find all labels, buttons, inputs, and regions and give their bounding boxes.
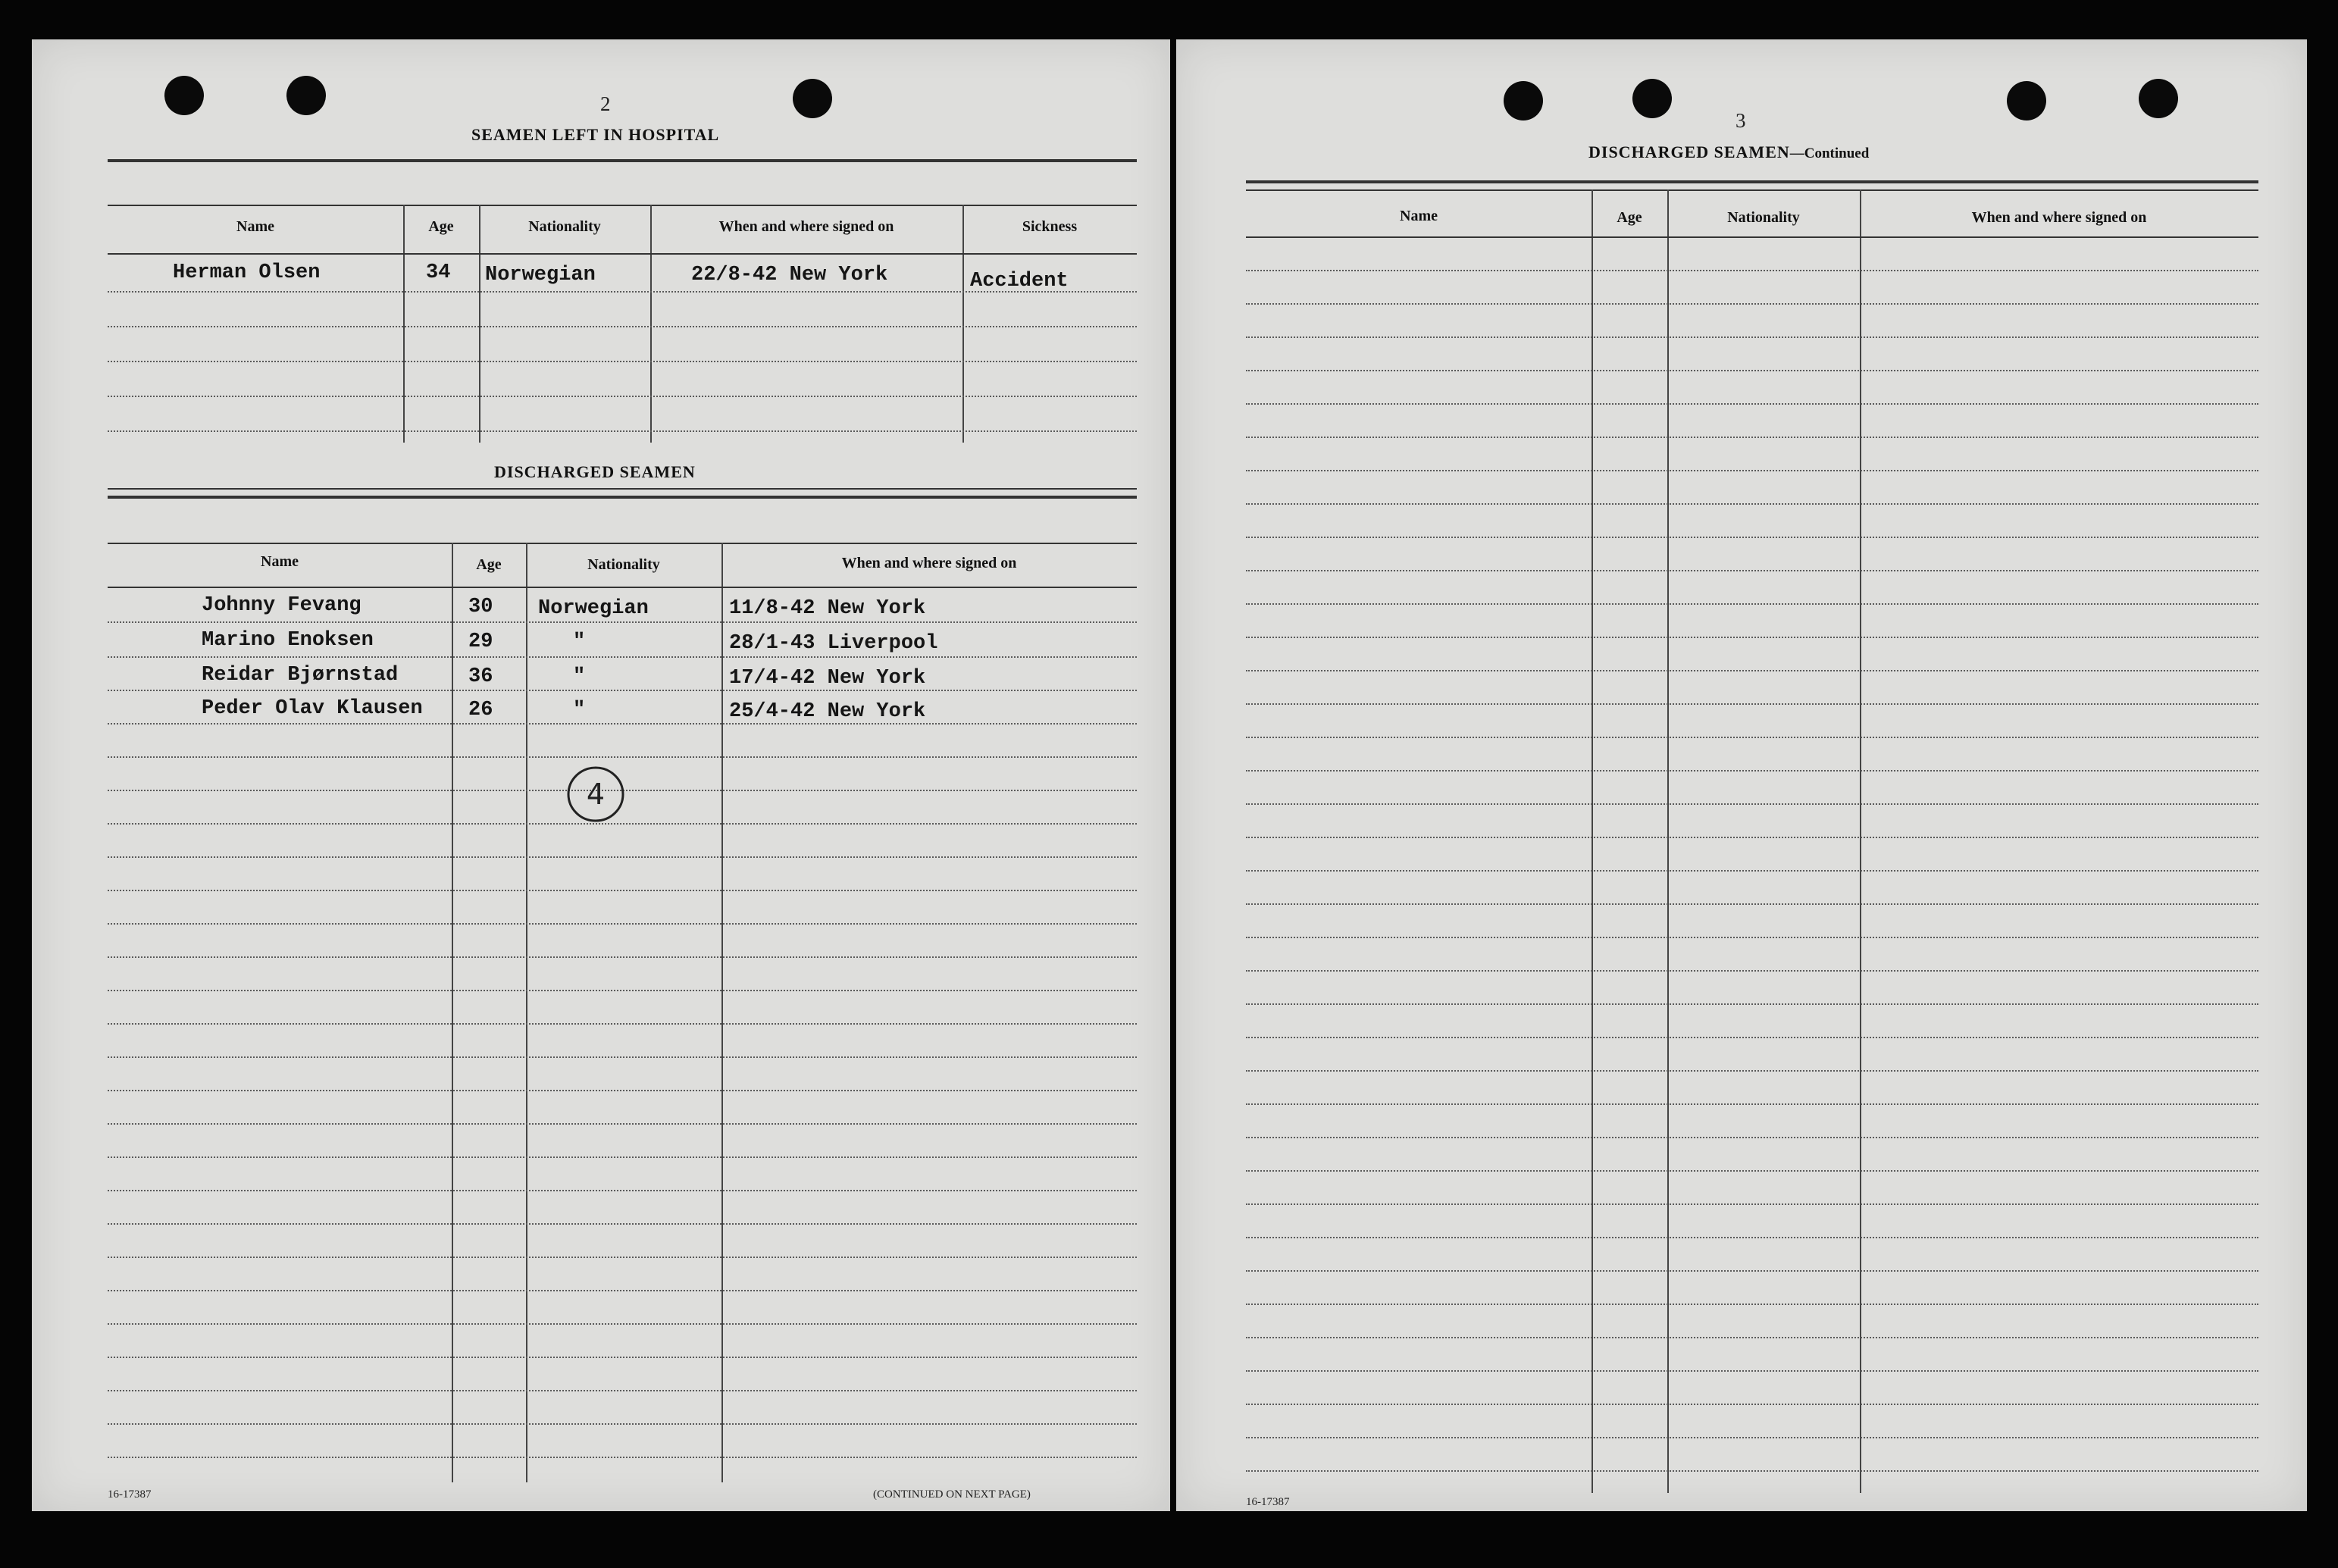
ruled-line xyxy=(1246,737,2258,738)
ruled-line xyxy=(108,1323,1137,1325)
ruled-line xyxy=(108,1056,1137,1058)
ruled-line xyxy=(108,1257,1137,1258)
ruled-line xyxy=(1246,970,2258,972)
ruled-line xyxy=(108,1023,1137,1025)
col-header-name: Name xyxy=(1400,208,1438,224)
ruled-line xyxy=(108,1357,1137,1358)
col-header-name: Name xyxy=(236,218,274,235)
col-header-signed: When and where signed on xyxy=(841,555,1017,571)
ruled-line xyxy=(108,430,1137,432)
ruled-line xyxy=(1246,503,2258,505)
ruled-line xyxy=(108,1290,1137,1291)
discharged-continued-table xyxy=(1246,180,2258,1493)
col-header-age: Age xyxy=(476,556,502,573)
table-rule xyxy=(1246,236,2258,238)
ruled-line xyxy=(1246,1037,2258,1038)
ruled-line xyxy=(1246,1470,2258,1472)
ruled-line xyxy=(1246,1237,2258,1238)
ruled-line xyxy=(1246,1270,2258,1272)
ruled-line xyxy=(1246,370,2258,371)
column-divider xyxy=(721,543,723,1482)
hospital-signed-cell: 22/8-42 New York xyxy=(691,264,888,286)
punch-hole xyxy=(2007,81,2046,120)
ruled-line xyxy=(108,1457,1137,1458)
column-divider xyxy=(1860,189,1861,1493)
col-header-signed: When and where signed on xyxy=(718,218,894,235)
discharged-age-cell: 26 xyxy=(468,699,493,721)
col-header-age: Age xyxy=(1617,209,1642,226)
left-page xyxy=(32,39,1170,1511)
ruled-line xyxy=(1246,336,2258,338)
ruled-line xyxy=(1246,670,2258,671)
column-divider xyxy=(962,205,964,443)
ruled-line xyxy=(1246,603,2258,605)
ruled-line xyxy=(108,1190,1137,1191)
ruled-line xyxy=(108,923,1137,925)
ruled-line xyxy=(108,1156,1137,1158)
punch-hole xyxy=(2139,79,2178,118)
ruled-line xyxy=(1246,270,2258,271)
discharged-name-cell: Johnny Fevang xyxy=(202,594,361,617)
table-rule xyxy=(108,587,1137,588)
hospital-title: SEAMEN LEFT IN HOSPITAL xyxy=(471,125,720,144)
ruled-line xyxy=(1246,303,2258,305)
ruled-line xyxy=(1246,537,2258,538)
punch-hole xyxy=(1504,81,1543,120)
discharged-name-cell: Peder Olav Klausen xyxy=(202,697,423,720)
ruled-line xyxy=(108,723,1137,725)
discharged-signed-cell: 28/1-43 Liverpool xyxy=(729,632,938,655)
discharged-nationality-cell: " xyxy=(573,665,586,688)
column-divider xyxy=(403,205,405,443)
punch-hole xyxy=(1632,79,1672,118)
ruled-line xyxy=(108,396,1137,397)
punch-hole xyxy=(793,79,832,118)
ruled-line xyxy=(108,1223,1137,1225)
ruled-line xyxy=(1246,937,2258,938)
discharged-age-cell: 30 xyxy=(468,596,493,618)
hospital-age-cell: 34 xyxy=(426,261,451,284)
ruled-line xyxy=(1246,437,2258,438)
page-number: 2 xyxy=(600,92,611,115)
ruled-line xyxy=(108,890,1137,891)
ruled-line xyxy=(108,1090,1137,1091)
ruled-line xyxy=(108,956,1137,958)
column-divider xyxy=(1667,189,1669,1493)
hospital-table xyxy=(108,159,1137,490)
discharged-nationality-cell: Norwegian xyxy=(538,597,649,620)
ruled-line xyxy=(1246,1103,2258,1105)
circle-mark-icon xyxy=(565,764,626,825)
table-top-rule xyxy=(108,496,1137,499)
discharged-name-cell: Marino Enoksen xyxy=(202,629,374,652)
ruled-line xyxy=(108,1123,1137,1125)
col-header-name: Name xyxy=(261,553,299,570)
discharged-age-cell: 36 xyxy=(468,665,493,688)
discharged-age-cell: 29 xyxy=(468,631,493,653)
table-top-rule xyxy=(108,159,1137,162)
table-rule xyxy=(1246,189,2258,191)
col-header-age: Age xyxy=(428,218,454,235)
ruled-line xyxy=(108,690,1137,691)
ruled-line xyxy=(1246,803,2258,805)
ruled-line xyxy=(108,1423,1137,1425)
ruled-line xyxy=(1246,903,2258,905)
col-header-nationality: Nationality xyxy=(1727,209,1800,226)
table-rule xyxy=(108,205,1137,206)
ruled-line xyxy=(1246,1070,2258,1072)
table-top-rule xyxy=(1246,180,2258,183)
discharged-signed-cell: 17/4-42 New York xyxy=(729,667,926,690)
ruled-line xyxy=(108,656,1137,658)
column-divider xyxy=(650,205,652,443)
ruled-line xyxy=(1246,1203,2258,1205)
ruled-line xyxy=(108,621,1137,623)
circled-count-mark xyxy=(565,764,626,825)
column-divider xyxy=(452,543,453,1482)
ruled-line xyxy=(1246,1003,2258,1005)
discharged-nationality-cell: " xyxy=(573,699,586,721)
discharged-table xyxy=(108,496,1137,1482)
column-divider xyxy=(479,205,480,443)
ruled-line xyxy=(1246,770,2258,771)
ruled-line xyxy=(1246,637,2258,638)
hospital-sickness-cell: Accident xyxy=(970,270,1069,293)
punch-hole xyxy=(286,76,326,115)
table-rule xyxy=(108,253,1137,255)
continued-note: (CONTINUED ON NEXT PAGE) xyxy=(873,1488,1031,1501)
ruled-line xyxy=(108,326,1137,327)
table-rule xyxy=(108,543,1137,544)
ruled-line xyxy=(108,990,1137,991)
col-header-signed: When and where signed on xyxy=(1971,209,2147,226)
discharged-name-cell: Reidar Bjørnstad xyxy=(202,664,399,687)
form-number: 16-17387 xyxy=(1246,1496,1290,1508)
table-bottom-rule xyxy=(108,488,1137,490)
ruled-line xyxy=(1246,470,2258,471)
discharged-title: DISCHARGED SEAMEN xyxy=(494,462,696,481)
ruled-line xyxy=(1246,870,2258,872)
hospital-nationality-cell: Norwegian xyxy=(485,264,596,286)
title-suffix: —Continued xyxy=(1789,146,1870,161)
ruled-line xyxy=(1246,1137,2258,1138)
title-main: DISCHARGED SEAMEN xyxy=(1588,142,1790,161)
ruled-line xyxy=(1246,837,2258,838)
ruled-line xyxy=(1246,403,2258,405)
column-divider xyxy=(526,543,527,1482)
ruled-line xyxy=(1246,570,2258,571)
ruled-line xyxy=(1246,1304,2258,1305)
ruled-line xyxy=(1246,1170,2258,1172)
ruled-line xyxy=(1246,1370,2258,1372)
col-header-nationality: Nationality xyxy=(587,556,660,573)
ruled-line xyxy=(1246,703,2258,705)
column-divider xyxy=(1592,189,1593,1493)
right-page xyxy=(1176,39,2307,1511)
punch-hole xyxy=(164,76,204,115)
ruled-line xyxy=(108,856,1137,858)
ruled-line xyxy=(108,756,1137,758)
col-header-sickness: Sickness xyxy=(1022,218,1078,235)
hospital-name-cell: Herman Olsen xyxy=(173,261,321,284)
discharged-nationality-cell: " xyxy=(573,631,586,653)
ruled-line xyxy=(108,1390,1137,1391)
ruled-line xyxy=(1246,1404,2258,1405)
discharged-signed-cell: 25/4-42 New York xyxy=(729,700,926,723)
circle-mark-text: 4 xyxy=(586,778,606,811)
col-header-nationality: Nationality xyxy=(528,218,601,235)
ruled-line xyxy=(108,361,1137,362)
discharged-signed-cell: 11/8-42 New York xyxy=(729,597,926,620)
form-number: 16-17387 xyxy=(108,1488,152,1501)
page-number: 3 xyxy=(1736,109,1746,132)
discharged-continued-title xyxy=(1588,142,1869,162)
ruled-line xyxy=(1246,1437,2258,1438)
ruled-line xyxy=(1246,1337,2258,1338)
